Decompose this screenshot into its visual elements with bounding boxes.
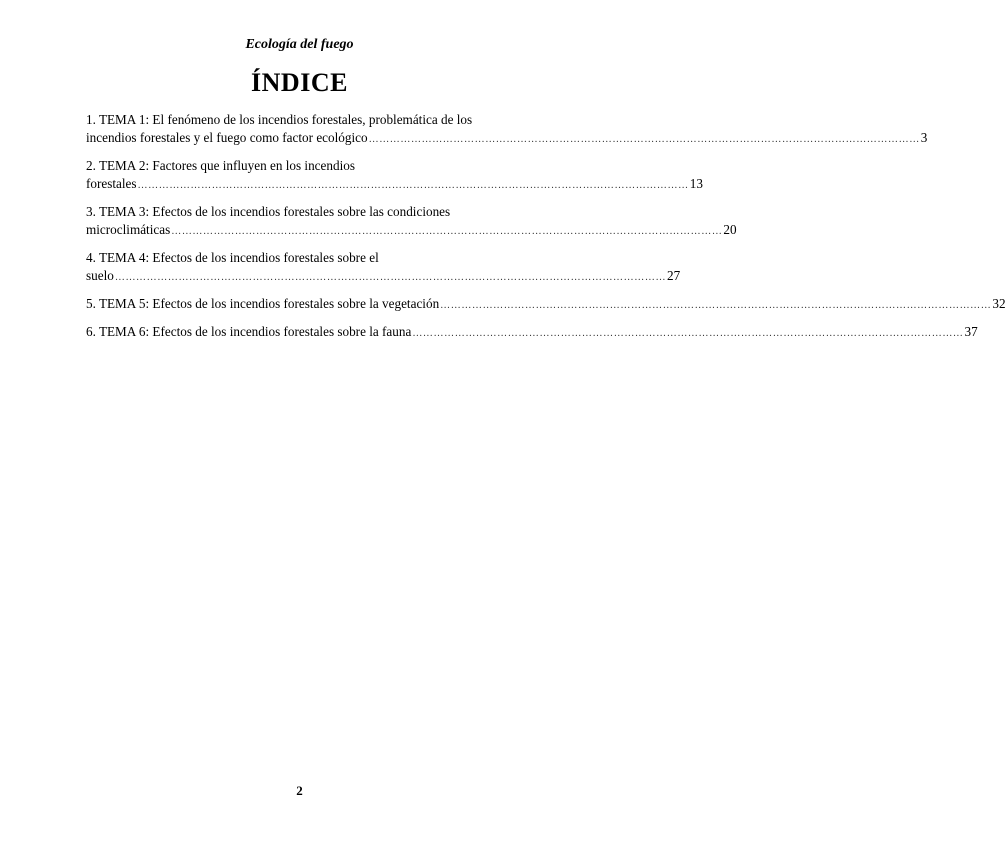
toc-entry-text: incendios forestales y el fuego como factor ecológico — [86, 130, 368, 145]
toc-entry-text: 2. TEMA 2: Factores que influyen en los incendios — [86, 158, 355, 173]
toc-entry-line — [86, 267, 681, 287]
toc-entry-3[interactable] — [86, 203, 737, 241]
page-title: ÍNDICE — [251, 68, 348, 97]
toc-leader-dots: ………………………………………………………………………………………………………………………………………… — [171, 226, 723, 237]
toc-entry-line — [86, 175, 703, 195]
toc-page-number: 20 — [723, 222, 737, 237]
toc-entry-text: 6. TEMA 6: Efectos de los incendios forestales sobre la fauna — [86, 324, 412, 339]
toc-entry-text: suelo — [86, 268, 114, 283]
toc-page-number: 32 — [992, 296, 1006, 311]
toc-entry-line — [86, 295, 1006, 315]
page-number: 2 — [296, 783, 303, 798]
toc-entry-text: 3. TEMA 3: Efectos de los incendios forestales sobre las condiciones — [86, 204, 451, 219]
table-of-contents — [86, 111, 1006, 351]
toc-page-number: 13 — [689, 176, 703, 191]
toc-leader-dots: ………………………………………………………………………………………………………………………………………… — [114, 272, 667, 283]
toc-entry-4[interactable] — [86, 249, 681, 287]
toc-entry-text: 5. TEMA 5: Efectos de los incendios forestales sobre la vegetación — [86, 296, 440, 311]
toc-entry-2[interactable] — [86, 157, 703, 195]
toc-entry-1[interactable] — [86, 111, 928, 149]
toc-entry-line — [86, 323, 978, 343]
toc-entry-text: 1. TEMA 1: El fenómeno de los incendios forestales, problemática de los — [86, 112, 473, 127]
toc-page-number: 27 — [667, 268, 681, 283]
toc-entry-line — [86, 221, 737, 241]
toc-entry-6[interactable] — [86, 323, 978, 343]
toc-entry-text: forestales — [86, 176, 137, 191]
toc-entry-text: 4. TEMA 4: Efectos de los incendios forestales sobre el — [86, 250, 379, 265]
toc-leader-dots: ………………………………………………………………………………………………………………………………………… — [368, 134, 920, 145]
toc-leader-dots: ………………………………………………………………………………………………………………………………………… — [137, 180, 689, 191]
toc-entry-text: microclimáticas — [86, 222, 171, 237]
toc-leader-dots: ………………………………………………………………………………………………………………………………………… — [412, 328, 964, 339]
toc-page-number: 37 — [964, 324, 978, 339]
running-header: Ecología del fuego — [245, 37, 354, 52]
toc-entry-5[interactable] — [86, 295, 1006, 315]
toc-entry-line — [86, 129, 928, 149]
toc-page-number: 3 — [920, 130, 928, 145]
toc-leader-dots: ………………………………………………………………………………………………………………………………………… — [440, 300, 992, 311]
